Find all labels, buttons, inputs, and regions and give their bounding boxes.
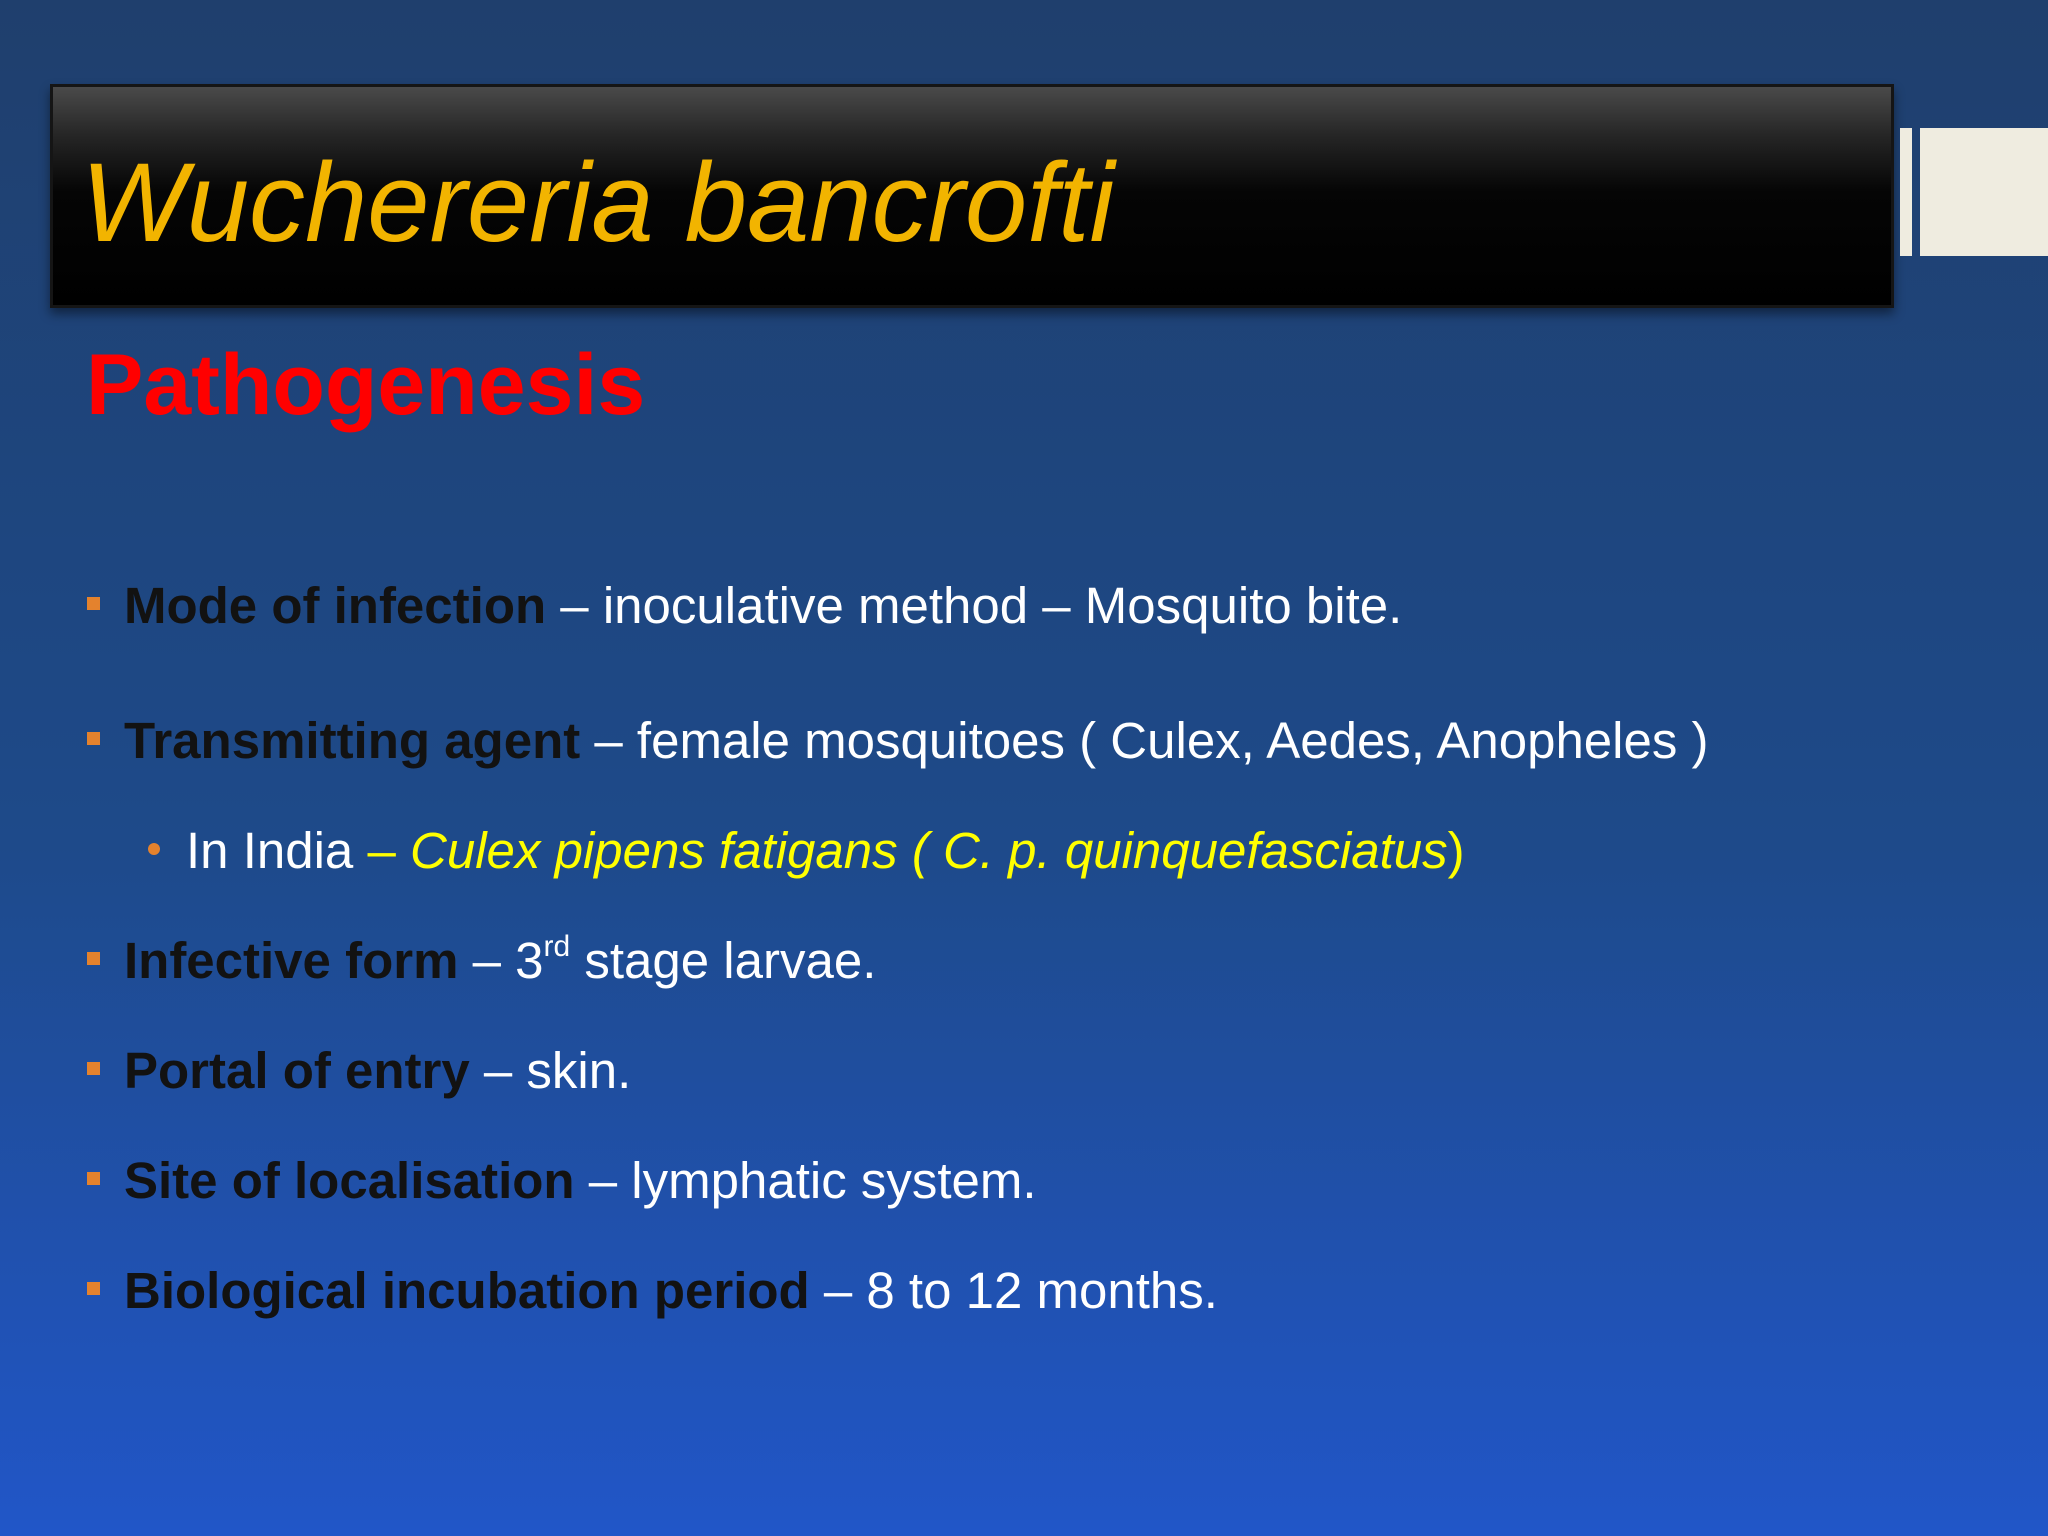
bullet-portal-of-entry <box>124 1042 632 1099</box>
accent-block <box>1920 128 2048 256</box>
sub-bullet-species: Culex pipens fatigans ( C. p. quinquefasciatus <box>410 822 1448 879</box>
slide-subtitle: Pathogenesis <box>86 337 646 433</box>
bullet-text: – lymphatic system. <box>574 1152 1037 1209</box>
sub-bullet-close: ) <box>1447 822 1465 879</box>
sub-bullet-india <box>186 822 1465 879</box>
bullet-term: Portal of entry <box>124 1042 470 1099</box>
sub-bullet-lead: In India <box>186 822 368 879</box>
square-bullet-icon <box>87 597 100 610</box>
bullet-term: Mode of infection <box>124 577 547 634</box>
bullet-term: Biological incubation period <box>124 1262 810 1319</box>
bullet-text: – 8 to 12 months. <box>809 1262 1218 1319</box>
slide-title: Wuchereria bancrofti <box>81 140 1115 265</box>
title-bar <box>50 84 1894 308</box>
bullet-site-of-localisation <box>124 1152 1037 1209</box>
bullet-term: Infective form <box>124 932 459 989</box>
bullet-text-before: – 3 <box>458 932 544 989</box>
bullet-infective-form <box>124 930 877 989</box>
round-bullet-icon <box>148 843 160 855</box>
square-bullet-icon <box>87 1282 100 1295</box>
square-bullet-icon <box>87 1062 100 1075</box>
sub-bullet-dash: – <box>367 822 411 879</box>
bullet-term: Transmitting agent <box>124 712 581 769</box>
bullet-text-after: stage larvae. <box>570 932 877 989</box>
bullet-text: – inoculative method – Mosquito bite. <box>546 577 1403 634</box>
square-bullet-icon <box>87 952 100 965</box>
bullet-text: – female mosquitoes ( Culex, Aedes, Anopheles ) <box>580 712 1709 769</box>
bullet-text: – skin. <box>469 1042 632 1099</box>
accent-stripe <box>1900 128 1912 256</box>
superscript: rd <box>543 930 571 963</box>
bullet-term: Site of localisation <box>124 1152 575 1209</box>
bullet-mode-of-infection <box>124 577 1403 634</box>
square-bullet-icon <box>87 732 100 745</box>
square-bullet-icon <box>87 1172 100 1185</box>
bullet-incubation-period <box>124 1262 1218 1319</box>
bullet-transmitting-agent <box>124 712 1709 769</box>
